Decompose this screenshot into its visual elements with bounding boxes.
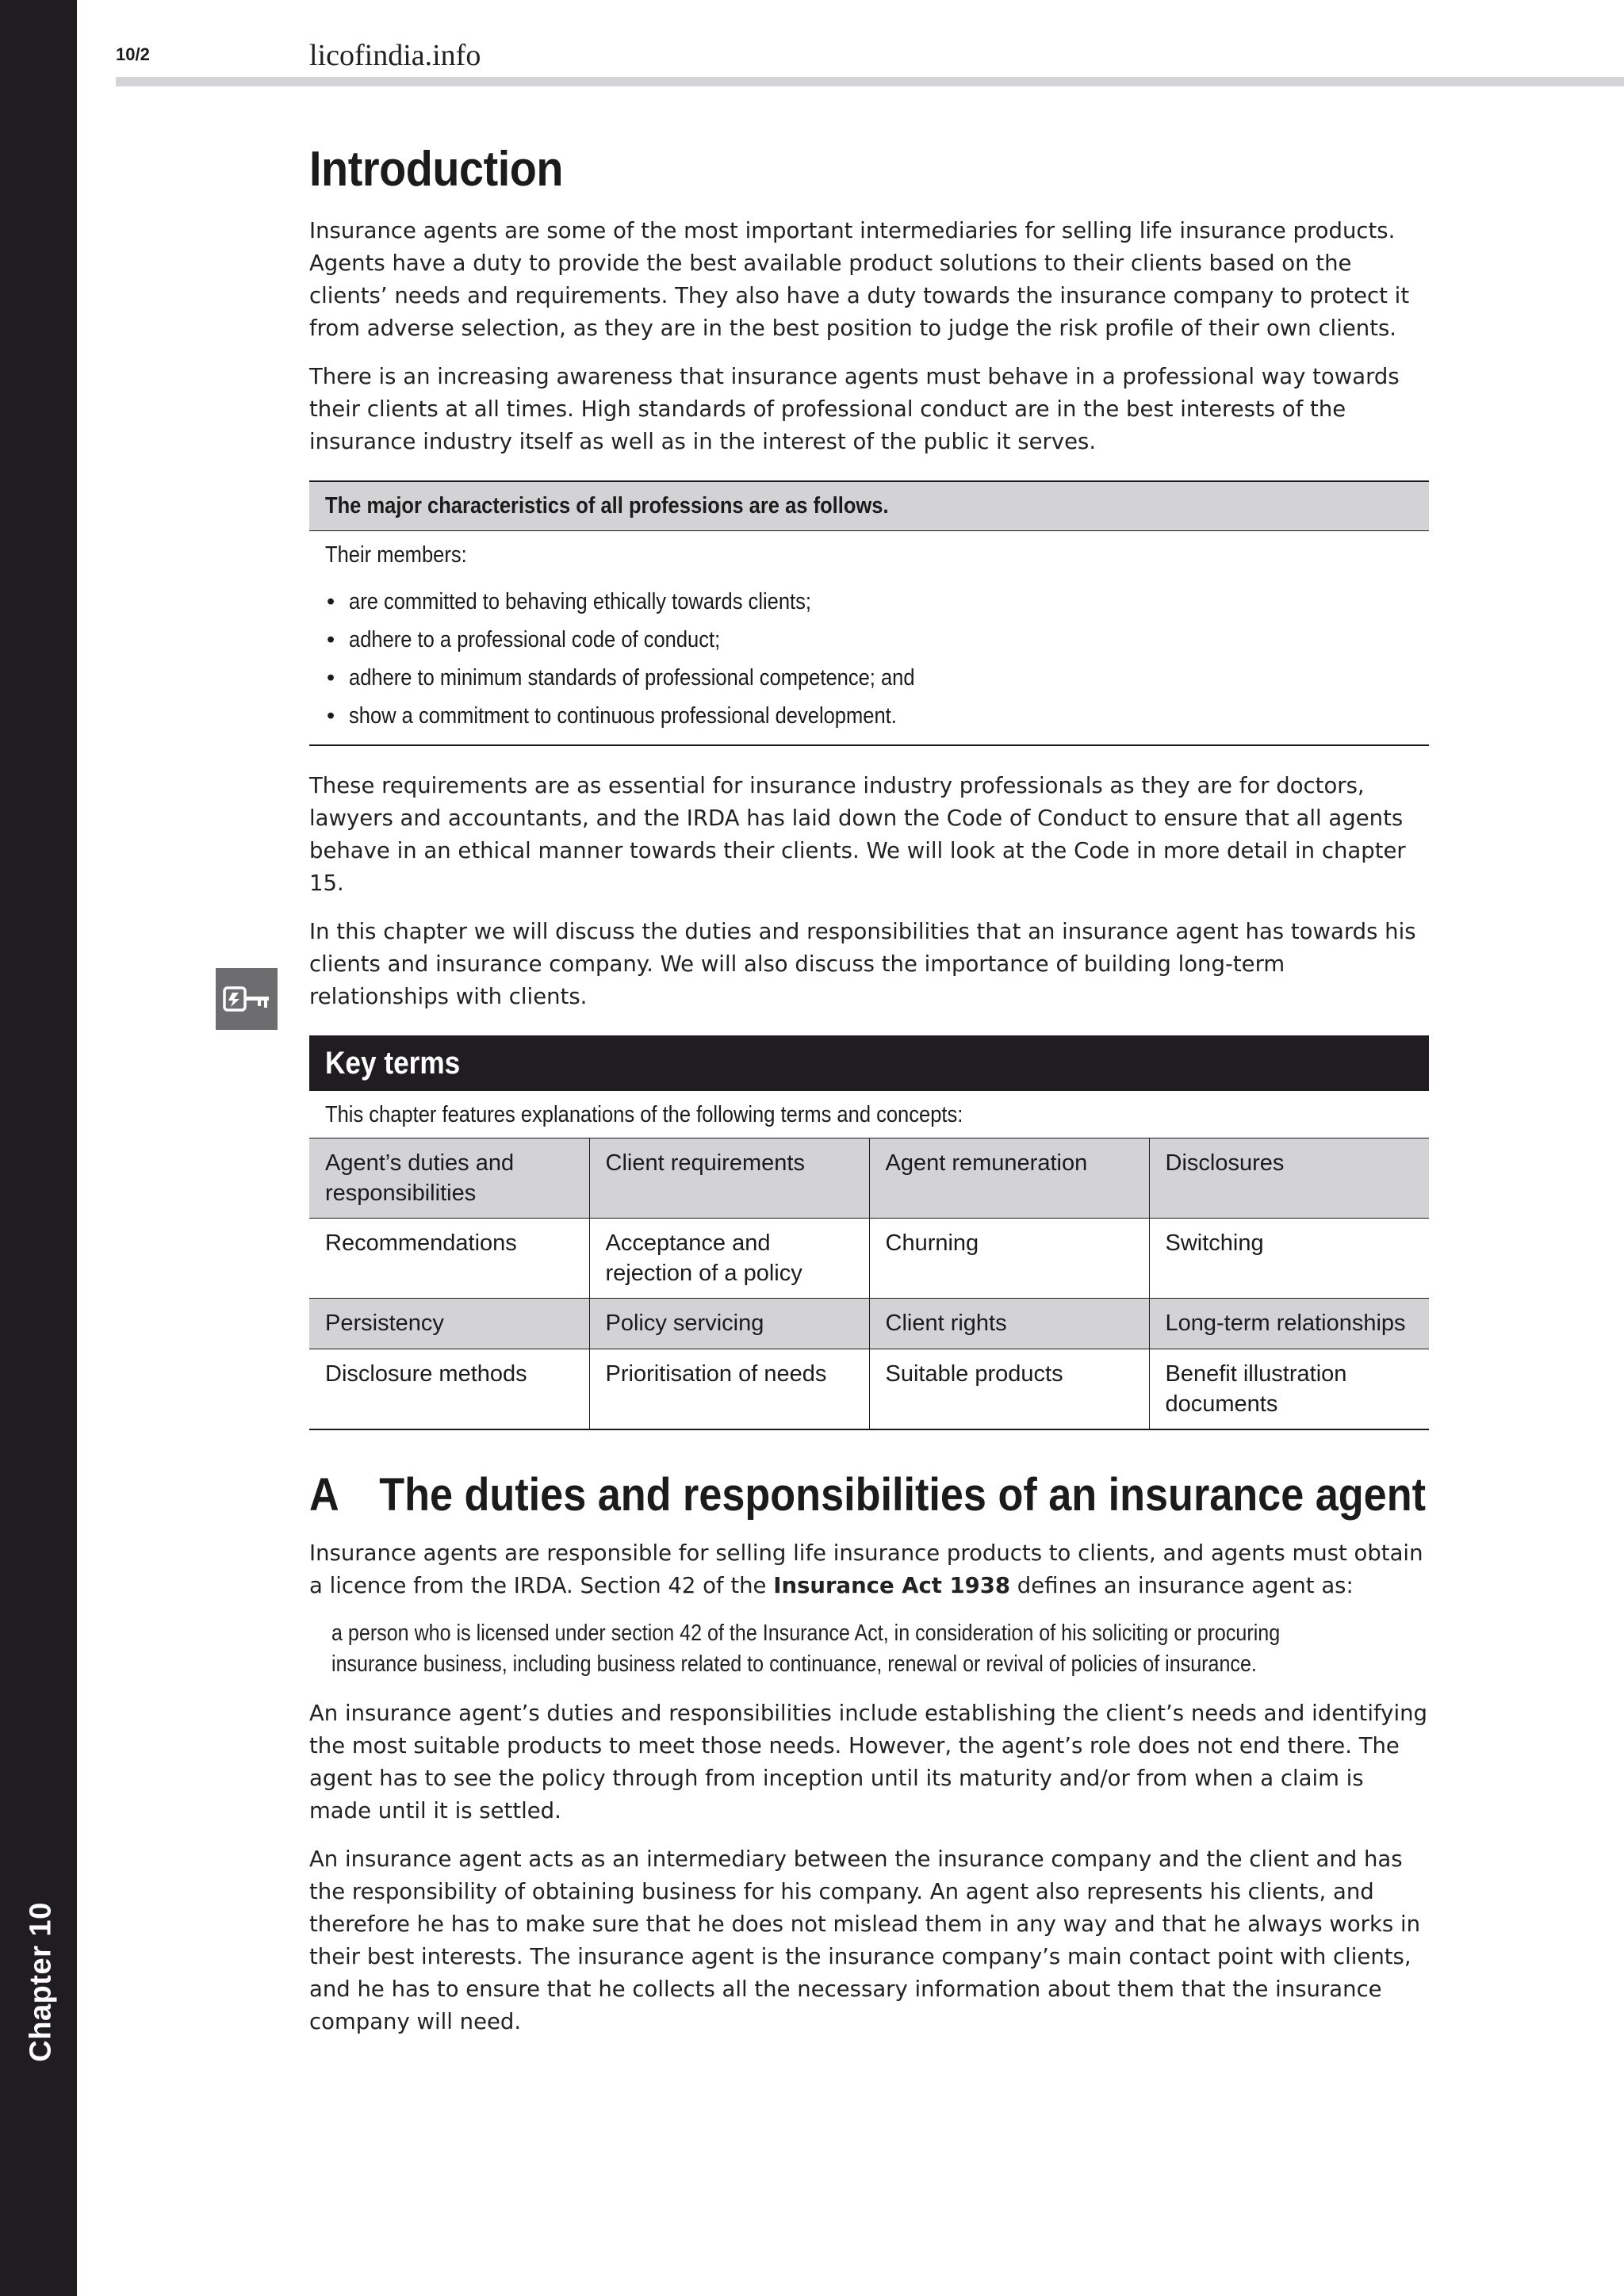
table-cell: Client rights xyxy=(869,1299,1149,1349)
characteristics-heading xyxy=(309,482,1429,531)
header-rule xyxy=(116,77,1624,86)
table-cell: Benefit illustration documents xyxy=(1149,1349,1429,1430)
section-a-heading xyxy=(309,1468,1426,1521)
table-cell: Agent remuneration xyxy=(869,1138,1149,1219)
page-content xyxy=(309,141,1429,2054)
table-cell: Persistency xyxy=(309,1299,589,1349)
agent-definition-quote xyxy=(331,1618,1429,1680)
table-cell: Policy servicing xyxy=(589,1299,869,1349)
table-cell: Disclosures xyxy=(1149,1138,1429,1219)
section-a-paragraph-2: An insurance agent’s duties and responsibilities include establishing the client’s needs and identifying the most suitable products to meet those needs. However, the agent’s role does not end there. The agent has to see the policy through from inception until its maturity and/or from when a claim is made until it is settled. xyxy=(309,1701,1427,1823)
quote-line: a person who is licensed under section 42 of the Insurance Act, in consideration of his soliciting or procuring xyxy=(331,1621,1281,1646)
table-cell: Acceptance and rejection of a policy xyxy=(589,1219,869,1299)
key-icon xyxy=(216,968,278,1030)
list-item-text: show a commitment to continuous professional development. xyxy=(349,703,897,729)
characteristics-list xyxy=(325,583,1413,735)
characteristics-body xyxy=(309,531,1429,744)
list-item-text: adhere to minimum standards of professional competence; and xyxy=(349,665,915,691)
table-cell: Agent’s duties and responsibilities xyxy=(309,1138,589,1219)
key-terms-title: Key terms xyxy=(325,1045,461,1081)
page-number: 10/2 xyxy=(116,44,150,64)
key-terms-intro xyxy=(309,1091,1429,1138)
chapter-overview-paragraph: In this chapter we will discuss the duties and responsibilities that an insurance agent has towards his clients and insurance company. We will also discuss the importance of building long-term relationships with clients. xyxy=(309,919,1416,1009)
characteristics-box xyxy=(309,480,1429,746)
table-cell: Prioritisation of needs xyxy=(589,1349,869,1430)
key-terms-table xyxy=(309,1138,1429,1430)
section-a-paragraph-1 xyxy=(309,1537,1429,1602)
table-row xyxy=(309,1138,1429,1219)
list-item xyxy=(325,697,1413,735)
key-terms-intro-text: This chapter features explanations of the following terms and concepts: xyxy=(325,1102,963,1127)
table-cell: Suitable products xyxy=(869,1349,1149,1430)
characteristics-intro: Their members: xyxy=(325,542,467,568)
intro-paragraph-2: There is an increasing awareness that insurance agents must behave in a professional way towards their clients at all times. High standards of professional conduct are in the best interests of the insurance industry itself as well as in the interest of the public it serves. xyxy=(309,364,1400,454)
intro-paragraph-1: Insurance agents are some of the most important intermediaries for selling life insurance products. Agents have a duty to provide the best available product solutions to their clients based on the clients’ needs and requirements. They also have a duty towards the insurance company to protect it from adverse selection, as they are in the best position to judge the risk profile of their own clients. xyxy=(309,218,1410,341)
para-text: defines an insurance agent as: xyxy=(1010,1573,1354,1598)
introduction-title: Introduction xyxy=(309,142,564,197)
section-a-paragraph-3: An insurance agent acts as an intermediary between the insurance company and the client and has the responsibility of obtaining business for his company. An agent also represents his clients, and therefore he has to make sure that he does not mislead them in any way and that he always works in their best interests. The insurance agent is the insurance company’s main contact point with clients, and he has to ensure that he collects all the necessary information about them that the insurance company will need. xyxy=(309,1846,1421,2034)
table-cell: Churning xyxy=(869,1219,1149,1299)
section-a-title: The duties and responsibilities of an insurance agent xyxy=(379,1469,1426,1521)
list-item-text: adhere to a professional code of conduct; xyxy=(349,627,721,652)
chapter-label: Chapter 10 xyxy=(24,1902,58,2062)
list-item xyxy=(325,621,1413,659)
table-cell: Long-term relationships xyxy=(1149,1299,1429,1349)
table-cell: Switching xyxy=(1149,1219,1429,1299)
para-text: Insurance agents are responsible for selling life insurance products to clients, and agents must obtain a licence from the IRDA. Section 42 of the xyxy=(309,1540,1423,1598)
chapter-side-bar xyxy=(0,0,77,2296)
list-item xyxy=(325,583,1413,621)
table-cell: Client requirements xyxy=(589,1138,869,1219)
key-terms-heading xyxy=(309,1035,1429,1091)
quote-line: insurance business, including business related to continuance, renewal or revival of policies of insurance. xyxy=(331,1651,1257,1677)
list-item-text: are committed to behaving ethically towards clients; xyxy=(349,589,811,614)
characteristics-heading-text: The major characteristics of all professions are as follows. xyxy=(325,493,889,519)
table-row xyxy=(309,1219,1429,1299)
section-letter: A xyxy=(309,1469,339,1521)
table-row xyxy=(309,1299,1429,1349)
table-cell: Disclosure methods xyxy=(309,1349,589,1430)
insurance-act-reference: Insurance Act 1938 xyxy=(773,1573,1011,1598)
table-cell: Recommendations xyxy=(309,1219,589,1299)
table-row xyxy=(309,1349,1429,1430)
site-name: licofindia.info xyxy=(309,39,481,72)
requirements-paragraph: These requirements are as essential for insurance industry professionals as they are for doctors, lawyers and accountants, and the IRDA has laid down the Code of Conduct to ensure that all agents behave in an ethical manner towards their clients. We will look at the Code in more detail in chapter 15. xyxy=(309,773,1406,896)
list-item xyxy=(325,659,1413,697)
